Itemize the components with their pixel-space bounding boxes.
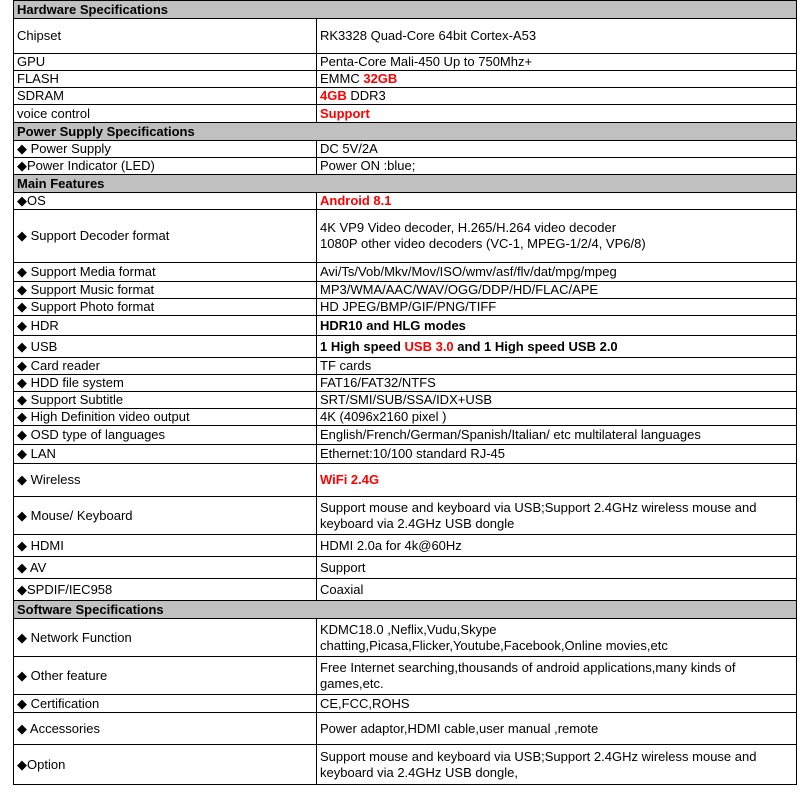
table-row — [14, 336, 797, 358]
row-label: ◆ HDD file system — [14, 375, 317, 392]
section-title-hardware: Hardware Specifications — [14, 1, 797, 19]
row-label: ◆ Power Supply — [14, 141, 317, 158]
row-value — [317, 88, 797, 105]
row-value — [317, 497, 797, 535]
row-value — [317, 657, 797, 695]
row-label: ◆ Support Media format — [14, 263, 317, 282]
row-label: ◆ Accessories — [14, 713, 317, 745]
row-value: HD JPEG/BMP/GIF/PNG/TIFF — [317, 299, 797, 316]
row-value: CE,FCC,ROHS — [317, 695, 797, 713]
row-value: Support — [317, 557, 797, 579]
row-label: ◆ Wireless — [14, 464, 317, 497]
row-value: Avi/Ts/Vob/Mkv/Mov/ISO/wmv/asf/flv/dat/mpg/mpeg — [317, 263, 797, 282]
table-row — [14, 745, 797, 785]
table-row — [14, 316, 797, 336]
row-value — [317, 210, 797, 263]
diamond-bullet-icon: ◆ — [17, 141, 27, 156]
table-row — [14, 695, 797, 713]
row-value: HDMI 2.0a for 4k@60Hz — [317, 535, 797, 557]
value-text: 1 High speed — [320, 338, 405, 354]
diamond-bullet-icon: ◆ — [17, 695, 27, 711]
row-label: ◆Option — [14, 745, 317, 785]
row-value — [317, 745, 797, 785]
row-value: Power adaptor,HDMI cable,user manual ,remote — [317, 713, 797, 745]
table-row — [14, 445, 797, 464]
value-line: chatting,Picasa,Flicker,Youtube,Facebook,Online movies,etc — [320, 637, 668, 653]
diamond-bullet-icon: ◆ — [17, 756, 27, 772]
row-label: ◆ Other feature — [14, 657, 317, 695]
table-row — [14, 409, 797, 426]
row-value — [317, 71, 797, 88]
row-value: RK3328 Quad-Core 64bit Cortex-A53 — [317, 19, 797, 54]
diamond-bullet-icon: ◆ — [17, 629, 27, 645]
value-line: Free Internet searching,thousands of android applications,many kinds of — [320, 659, 736, 675]
row-label: Chipset — [14, 19, 317, 54]
row-label: ◆ USB — [14, 336, 317, 358]
section-header — [14, 1, 797, 19]
table-row — [14, 54, 797, 71]
row-label: SDRAM — [14, 88, 317, 105]
table-row — [14, 299, 797, 316]
diamond-bullet-icon: ◆ — [17, 392, 27, 407]
diamond-bullet-icon: ◆ — [17, 375, 27, 390]
table-row — [14, 358, 797, 375]
row-value: 4K (4096x2160 pixel ) — [317, 409, 797, 426]
row-value — [317, 464, 797, 497]
row-label: ◆ High Definition video output — [14, 409, 317, 426]
diamond-bullet-icon: ◆ — [17, 228, 27, 243]
value-line: KDMC18.0 ,Neflix,Vudu,Skype — [320, 621, 497, 637]
section-header — [14, 123, 797, 141]
spec-table — [13, 0, 797, 785]
diamond-bullet-icon: ◆ — [17, 193, 27, 208]
diamond-bullet-icon: ◆ — [17, 338, 27, 354]
row-label: ◆ AV — [14, 557, 317, 579]
section-header — [14, 175, 797, 193]
diamond-bullet-icon: ◆ — [17, 559, 27, 575]
table-row — [14, 375, 797, 392]
value-line: Support mouse and keyboard via USB;Support 2.4GHz wireless mouse and — [320, 748, 757, 764]
row-label: ◆ Support Decoder format — [14, 210, 317, 263]
table-row — [14, 657, 797, 695]
value-line: 1080P other video decoders (VC-1, MPEG-1/2/4, VP6/8) — [320, 236, 646, 251]
diamond-bullet-icon: ◆ — [17, 581, 27, 597]
row-value: DC 5V/2A — [317, 141, 797, 158]
table-row — [14, 713, 797, 745]
value-line: keyboard via 2.4GHz USB dongle — [320, 515, 515, 531]
table-row — [14, 535, 797, 557]
table-row — [14, 282, 797, 299]
table-row — [14, 497, 797, 535]
table-row — [14, 19, 797, 54]
diamond-bullet-icon: ◆ — [17, 446, 27, 461]
row-value — [317, 193, 797, 210]
table-row — [14, 71, 797, 88]
table-row — [14, 619, 797, 657]
row-label: ◆Power Indicator (LED) — [14, 158, 317, 175]
section-title-power: Power Supply Specifications — [14, 123, 797, 141]
row-value — [317, 105, 797, 123]
row-value: MP3/WMA/AAC/WAV/OGG/DDP/HD/FLAC/APE — [317, 282, 797, 299]
diamond-bullet-icon: ◆ — [17, 264, 27, 279]
row-value: Power ON :blue; — [317, 158, 797, 175]
row-label: ◆ Mouse/ Keyboard — [14, 497, 317, 535]
table-row — [14, 426, 797, 445]
row-label: ◆ OSD type of languages — [14, 426, 317, 445]
row-value — [317, 619, 797, 657]
table-row — [14, 392, 797, 409]
value-highlight: WiFi 2.4G — [320, 472, 380, 487]
value-highlight: 32GB — [363, 71, 398, 86]
table-row — [14, 88, 797, 105]
row-value: HDR10 and HLG modes — [317, 316, 797, 336]
row-label: ◆ Support Photo format — [14, 299, 317, 316]
row-label: FLASH — [14, 71, 317, 88]
value-highlight: 4GB — [320, 88, 347, 103]
table-row — [14, 557, 797, 579]
diamond-bullet-icon: ◆ — [17, 158, 27, 173]
section-title-software: Software Specifications — [14, 601, 797, 619]
diamond-bullet-icon: ◆ — [17, 427, 27, 442]
row-value — [317, 336, 797, 358]
value-line: Support mouse and keyboard via USB;Support 2.4GHz wireless mouse and — [320, 499, 757, 515]
value-highlight: USB 3.0 — [404, 338, 454, 354]
diamond-bullet-icon: ◆ — [17, 282, 27, 297]
row-value: Ethernet:10/100 standard RJ-45 — [317, 445, 797, 464]
table-row — [14, 464, 797, 497]
diamond-bullet-icon: ◆ — [17, 409, 27, 424]
row-value: Coaxial — [317, 579, 797, 601]
table-row — [14, 579, 797, 601]
row-label: ◆ LAN — [14, 445, 317, 464]
row-value: SRT/SMI/SUB/SSA/IDX+USB — [317, 392, 797, 409]
row-value: Penta-Core Mali-450 Up to 750Mhz+ — [317, 54, 797, 71]
value-line: games,etc. — [320, 675, 384, 691]
row-label: ◆ HDR — [14, 316, 317, 336]
value-text: EMMC — [320, 71, 364, 86]
diamond-bullet-icon: ◆ — [17, 720, 27, 736]
value-line: keyboard via 2.4GHz USB dongle, — [320, 764, 518, 780]
row-label: ◆SPDIF/IEC958 — [14, 579, 317, 601]
value-text: DDR3 — [346, 88, 386, 103]
table-row — [14, 105, 797, 123]
row-label: voice control — [14, 105, 317, 123]
diamond-bullet-icon: ◆ — [17, 507, 27, 523]
section-header — [14, 601, 797, 619]
row-value: TF cards — [317, 358, 797, 375]
value-highlight: Android 8.1 — [320, 193, 392, 208]
table-row — [14, 141, 797, 158]
diamond-bullet-icon: ◆ — [17, 317, 27, 333]
diamond-bullet-icon: ◆ — [17, 299, 27, 314]
table-row — [14, 263, 797, 282]
value-highlight: Support — [320, 105, 370, 121]
diamond-bullet-icon: ◆ — [17, 358, 27, 373]
diamond-bullet-icon: ◆ — [17, 472, 27, 487]
row-label: GPU — [14, 54, 317, 71]
table-row — [14, 158, 797, 175]
value-line: 4K VP9 Video decoder, H.265/H.264 video decoder — [320, 220, 617, 235]
row-label: ◆ Network Function — [14, 619, 317, 657]
value-text: and 1 High speed USB 2.0 — [453, 338, 618, 354]
section-title-main: Main Features — [14, 175, 797, 193]
diamond-bullet-icon: ◆ — [17, 667, 27, 683]
row-value: English/French/German/Spanish/Italian/ etc multilateral languages — [317, 426, 797, 445]
row-value: FAT16/FAT32/NTFS — [317, 375, 797, 392]
table-row — [14, 210, 797, 263]
table-row — [14, 193, 797, 210]
row-label: ◆ Support Music format — [14, 282, 317, 299]
row-label: ◆OS — [14, 193, 317, 210]
row-label: ◆ Card reader — [14, 358, 317, 375]
row-label: ◆ HDMI — [14, 535, 317, 557]
row-label: ◆ Certification — [14, 695, 317, 713]
diamond-bullet-icon: ◆ — [17, 537, 27, 553]
row-label: ◆ Support Subtitle — [14, 392, 317, 409]
